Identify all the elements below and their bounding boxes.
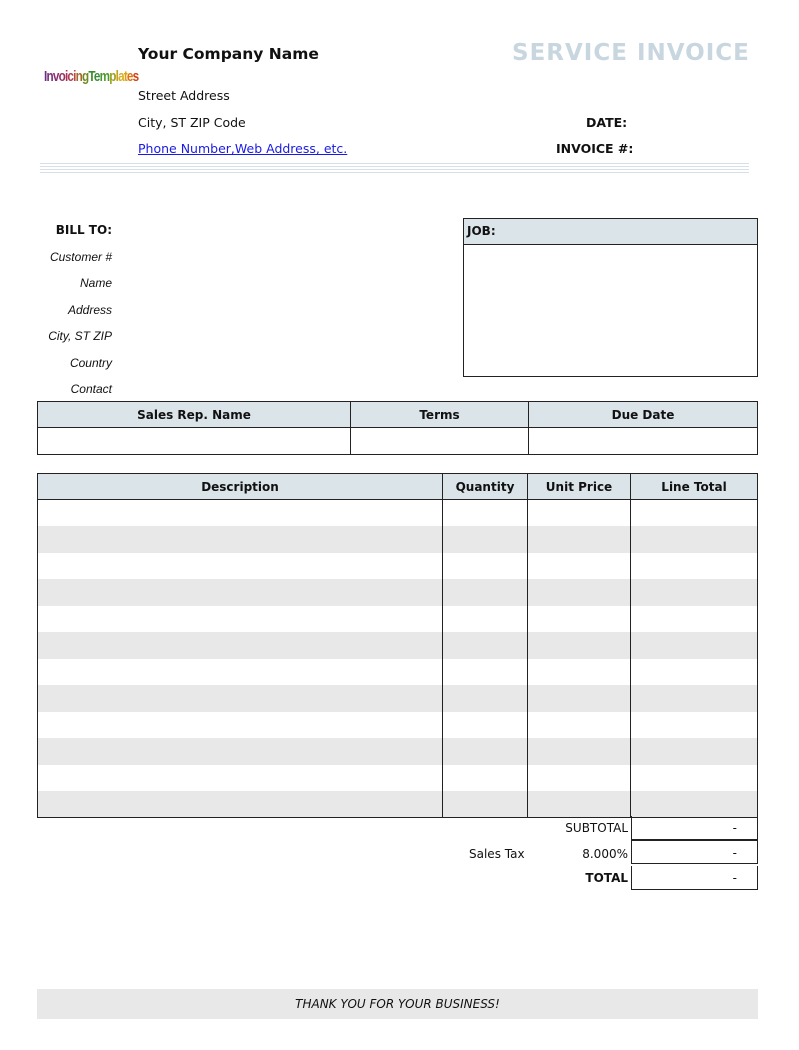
due-date-cell[interactable] [529, 428, 758, 455]
table-row [38, 606, 758, 633]
description-cell[interactable] [38, 791, 443, 818]
city-state-zip: City, ST ZIP Code [138, 115, 246, 130]
unit-price-cell[interactable] [528, 526, 631, 553]
logo-letter: i [64, 68, 68, 85]
unit-price-header: Unit Price [528, 474, 631, 500]
invoice-number-label: INVOICE #: [556, 141, 634, 156]
quantity-cell[interactable] [443, 526, 528, 553]
table-row [38, 738, 758, 765]
table-row [38, 791, 758, 818]
quantity-cell[interactable] [443, 765, 528, 792]
header-divider [40, 163, 749, 175]
description-cell[interactable] [38, 553, 443, 580]
sales-rep-header: Sales Rep. Name [38, 402, 351, 428]
job-description-area[interactable] [464, 245, 757, 376]
date-label: DATE: [586, 115, 628, 130]
description-cell[interactable] [38, 632, 443, 659]
quantity-cell[interactable] [443, 712, 528, 739]
unit-price-cell[interactable] [528, 632, 631, 659]
subtotal-label: SUBTOTAL [565, 821, 628, 835]
logo-letter: i [73, 68, 76, 85]
description-header: Description [38, 474, 443, 500]
table-row [38, 632, 758, 659]
sales-tax-label: Sales Tax [469, 847, 525, 861]
unit-price-cell[interactable] [528, 579, 631, 606]
contact-label: Contact [70, 382, 112, 396]
bill-to-heading: BILL TO: [55, 223, 112, 237]
quantity-cell[interactable] [443, 791, 528, 818]
table-row [38, 579, 758, 606]
logo-letter: l [115, 68, 119, 85]
logo-letter: g [82, 68, 89, 85]
terms-header: Terms [351, 402, 529, 428]
unit-price-cell[interactable] [528, 659, 631, 686]
address-label: Address [67, 303, 112, 317]
quantity-cell[interactable] [443, 606, 528, 633]
table-row [38, 553, 758, 580]
logo-letter: n [75, 68, 83, 85]
logo-letter: n [46, 68, 53, 85]
terms-cell[interactable] [351, 428, 529, 455]
description-cell[interactable] [38, 579, 443, 606]
customer-number-label: Customer # [49, 250, 112, 264]
name-label: Name [79, 276, 112, 290]
line-total-cell[interactable] [631, 632, 758, 659]
quantity-cell[interactable] [443, 738, 528, 765]
line-total-cell[interactable] [631, 579, 758, 606]
quantity-cell[interactable] [443, 579, 528, 606]
logo-letter: T [88, 68, 94, 85]
due-date-header: Due Date [529, 402, 758, 428]
description-cell[interactable] [38, 712, 443, 739]
line-total-cell[interactable] [631, 685, 758, 712]
line-total-header: Line Total [631, 474, 758, 500]
total-label: TOTAL [585, 871, 628, 885]
line-total-cell[interactable] [631, 526, 758, 553]
line-total-cell[interactable] [631, 738, 758, 765]
table-row [38, 712, 758, 739]
logo-letter: o [58, 68, 65, 85]
logo-letter: s [132, 68, 139, 85]
unit-price-cell[interactable] [528, 712, 631, 739]
subtotal-value: - [631, 816, 758, 840]
line-total-cell[interactable] [631, 606, 758, 633]
sales-rep-cell[interactable] [38, 428, 351, 455]
thank-you-footer: THANK YOU FOR YOUR BUSINESS! [37, 989, 758, 1019]
unit-price-cell[interactable] [528, 765, 631, 792]
total-value: - [631, 866, 758, 890]
quantity-header: Quantity [443, 474, 528, 500]
phone-web-link[interactable]: Phone Number,Web Address, etc. [138, 141, 348, 156]
unit-price-cell[interactable] [528, 606, 631, 633]
unit-price-cell[interactable] [528, 738, 631, 765]
table-row [38, 526, 758, 553]
job-heading: JOB: [464, 219, 757, 245]
quantity-cell[interactable] [443, 500, 528, 527]
quantity-cell[interactable] [443, 553, 528, 580]
line-total-cell[interactable] [631, 712, 758, 739]
document-title: SERVICE INVOICE [512, 40, 750, 66]
sales-tax-value: - [631, 840, 758, 864]
line-total-cell[interactable] [631, 500, 758, 527]
street-address: Street Address [138, 88, 230, 103]
job-box [463, 218, 758, 377]
line-total-cell[interactable] [631, 791, 758, 818]
company-name: Your Company Name [138, 45, 319, 63]
logo-letter: e [126, 68, 133, 85]
description-cell[interactable] [38, 526, 443, 553]
description-cell[interactable] [38, 606, 443, 633]
company-logo [44, 68, 138, 85]
description-cell[interactable] [38, 685, 443, 712]
logo-letter: t [123, 68, 127, 85]
quantity-cell[interactable] [443, 685, 528, 712]
country-label: Country [69, 356, 112, 370]
sales-rep-table [37, 401, 758, 455]
description-cell[interactable] [38, 738, 443, 765]
unit-price-cell[interactable] [528, 685, 631, 712]
city-zip-label: City, ST ZIP [48, 329, 112, 343]
unit-price-cell[interactable] [528, 500, 631, 527]
logo-letter: I [44, 68, 47, 85]
line-total-cell[interactable] [631, 659, 758, 686]
description-cell[interactable] [38, 500, 443, 527]
unit-price-cell[interactable] [528, 791, 631, 818]
table-row [38, 500, 758, 527]
unit-price-cell[interactable] [528, 553, 631, 580]
description-cell[interactable] [38, 765, 443, 792]
logo-letter: p [109, 68, 116, 85]
table-row [38, 765, 758, 792]
sales-tax-rate[interactable]: 8.000% [582, 847, 628, 861]
description-cell[interactable] [38, 659, 443, 686]
line-total-cell[interactable] [631, 765, 758, 792]
table-row [38, 659, 758, 686]
logo-letter: e [93, 68, 100, 85]
logo-letter: a [118, 68, 124, 85]
quantity-cell[interactable] [443, 632, 528, 659]
table-row [38, 685, 758, 712]
logo-letter: m [99, 68, 110, 85]
logo-letter: v [52, 68, 59, 85]
logo-letter: c [67, 68, 74, 85]
quantity-cell[interactable] [443, 659, 528, 686]
line-total-cell[interactable] [631, 553, 758, 580]
line-items-table [37, 473, 758, 818]
